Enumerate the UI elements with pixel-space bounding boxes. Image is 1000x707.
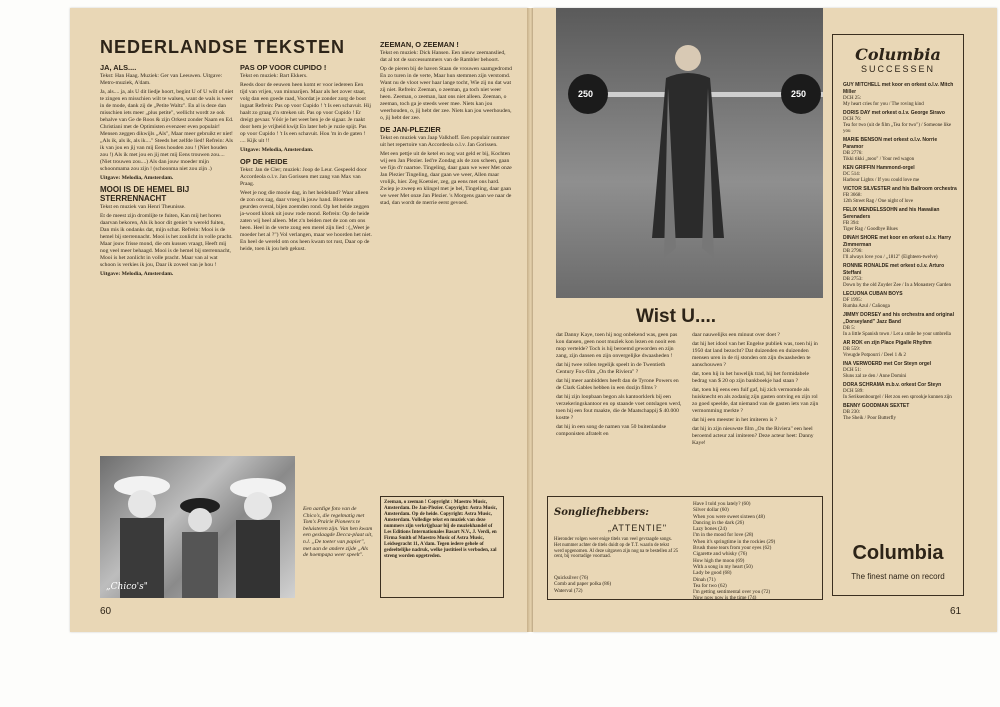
- song-body: Ja, als.... ja, als U dit liedje hoort, begint U of U wilt of niet te zingen en misschien wilt te walsen, want de wals is weer in de mode, dank zij de „Petite Waltz". En al is deze dan misschien iets meer „plus petite", wellicht wordt ze ook behalve van Ge de Roos & zijn Orkest zonder Naam en Ed. Christiani met de Optimisten evenzeer even populair! Mensen zeggen dikwijls „Als", Maar meer gebruikt er niet! „Als ik, als ik, als ik...." Steeds het zelfde lied! Refrein: Als ik van jou en jij van mij Eens houden zou ! (Niet houden zou !) Als ik met jou en jij met mij Eens trouwen zou.... (Niet trouwen zou....) Als dan jouw moeder mijn schoonmama zou zijn ! (schoonma niet zou zijn .): [100, 89, 234, 172]
- columbia-artist: FELIX MENDELSSOHN and his Hawaiian Serenaders: [843, 207, 940, 220]
- song-credit: Tekst en muziek: Dick Hansen. Een nieuw zeemanslied, dat al tot de successummers van de Rambler behoort.: [380, 50, 506, 63]
- columbia-artist: INA VERWOERD met Cor Steyn orgel: [843, 361, 932, 367]
- columbia-catalog: DCH 76:: [843, 117, 862, 122]
- columbia-artist: AR ROK en zijn Place Pigalle Rhythm: [843, 340, 932, 346]
- columbia-artist: GUY MITCHELL met koor en orkest o.l.v. Mitch Miller: [843, 82, 954, 95]
- columbia-entry: [843, 312, 957, 338]
- song-credit: Tekst en muziek van Jaap Valkhoff. Een populair nummer uit het repertoire van Accordeola o.l.v. Jan Gorissen.: [380, 135, 510, 148]
- song-list-item: I'm getting sentimental over you (72): [693, 589, 771, 596]
- columbia-entry: [843, 82, 957, 108]
- song-list-item: Silver dollar (60): [693, 507, 729, 514]
- columbia-entry: [843, 235, 957, 261]
- columbia-entry: [843, 361, 957, 380]
- attentie-label: „ATTENTIE": [608, 523, 668, 533]
- columbia-artist: DINAH SHORE met koor en orkest o.l.v. Harry Zimmerman: [843, 235, 951, 248]
- columbia-catalog: DB 2753:: [843, 277, 863, 282]
- columbia-entry: [843, 110, 957, 135]
- columbia-titles: Harbour Lights / If you could love me: [843, 178, 920, 183]
- columbia-logo: Columbia: [855, 45, 941, 64]
- columbia-catalog: DB 2796:: [843, 249, 863, 254]
- columbia-catalog: DF 1995:: [843, 298, 863, 303]
- columbia-entry: [843, 291, 957, 310]
- fact-item: dat hij het idool van het Engelse publiek was, toen hij in 1950 dat land bezocht? Dat duizenden en duizenden mensen uren in de rij stonden om zijn dwaasheden te aanschouwen ?: [692, 341, 818, 368]
- fact-item: dat hij zijn loopbaan begon als kantoorklerk bij een verzekeringskantoor en op staande voet ontslagen werd, toen hij een fout maakte, die de Maatschappij $ 40.000 kostte ?: [556, 394, 682, 421]
- columbia-artist: BENNY GOODMAN SEXTET: [843, 403, 910, 409]
- columbia-artist: KEN GRIFFIN Hammond-orgel: [843, 165, 915, 171]
- fact-item: dat hij in een song de namen van 50 buitenlandse componisten afratelt en: [556, 424, 667, 437]
- columbia-titles: Tikki tikki „tooo" / Your red wagon: [843, 157, 915, 162]
- song-list-item: Lady be good (68): [693, 570, 732, 577]
- trio-silhouette-icon: [100, 456, 295, 598]
- song-list-item: Tea for two (62): [693, 582, 727, 589]
- columbia-successen-box: [832, 34, 964, 596]
- columbia-catalog: DB 559:: [843, 347, 861, 352]
- columbia-titles: Down by the old Zuyder Zee / In a Monastery Garden: [843, 283, 952, 288]
- columbia-titles: My heart cries for you / The roving kind: [843, 102, 924, 107]
- columbia-titles: Rumba Azul / Cañonga: [843, 304, 890, 309]
- song-title: PAS OP VOOR CUPIDO !: [240, 63, 327, 72]
- song-list-item: When it's springtime in the rockies (29): [693, 538, 776, 545]
- fact-item: dat Danny Kaye, toen hij nog onbekend was, geen pas kon dansen, geen noot muziek kon lezen en nooit een mop vertelde? Toch is hij beroemd geworden en zijn zang, zijn dansen en zijn onvergelijke dwaasheden !: [556, 332, 678, 359]
- song-list-item: Have I told you lately? (60): [693, 501, 751, 507]
- weight-label-right: 250: [791, 89, 807, 99]
- weightlifter-photo: [556, 8, 823, 298]
- song-title: DE JAN-PLEZIER: [380, 125, 441, 134]
- song-list-item: Waterval (72): [554, 587, 583, 594]
- columbia-artist: VICTOR SILVESTER and his Ballroom orchestra: [843, 186, 957, 192]
- columbia-titles: The Sheik / Poor Butterfly: [843, 416, 897, 421]
- columbia-catalog: DCH 25:: [843, 96, 862, 101]
- songliefhebbers-title: Songliefhebbers:: [554, 507, 649, 518]
- song-list-item: Lazy bones (24): [693, 526, 727, 533]
- columbia-entry: [843, 165, 957, 184]
- song-title: OP DE HEIDE: [240, 157, 288, 166]
- columbia-artist: RONNIE RONALDE met orkest o.l.v. Arturo Steffani: [843, 263, 945, 276]
- song-body: Weet je nog die mooie dag, in het heideland? Waar alleen de zon ons zag, daar vroeg ik jouw hand. Bloemen geurden overal, bijen zoemden rond. Op het heide zeggen ja-woord klonk uit jouw rode mond. Refrein: Op de heide zaten wij heel alleen. Met z'n beiden met de zon om ons heen. Heel in de verte zong een merel zijn lied : („Weet je moeder het al ?") Vol verlangen, maar we hoorden het niet. En heel de wereld om ons heen kwam tot rust, Daar op de heide, toen ik jou heb gekust.: [240, 190, 372, 252]
- songliefhebbers-box: [547, 496, 823, 600]
- song-body: Op de pieren bij de haven Staan de vrouwen saamgedromd En zo turen in de verte, Maar hun stemmen zijn verstomd. Want nu de vloot weer haar lange tocht, Wie zij nu dat wat zij niet. Refrein: Zeeman, o zeeman, ga toch niet weer heen. Zeeman, o zeeman, laat ons niet alleen. Zeeman, o zeeman, toch ga je steeds weer mee. Niets kan jou weerhouden, o, jij hebt der zee. Niets kan jou weerhouden, o, jij hebt der zee.: [380, 66, 512, 121]
- columbia-entry: [843, 263, 957, 289]
- columbia-artist: DORA SCHRAMA m.b.v. orkest Cor Steyn: [843, 382, 942, 388]
- page-title: NEDERLANDSE TEKSTEN: [100, 37, 346, 57]
- left-col-2: [240, 60, 372, 450]
- columbia-entry: [843, 403, 957, 422]
- columbia-artist: DORIS DAY met orkest o.l.v. George Siravo: [843, 110, 945, 116]
- columbia-catalog: DB 2776:: [843, 151, 863, 156]
- facts-col-left: [556, 332, 684, 492]
- columbia-catalog: DCH 589:: [843, 389, 864, 394]
- weight-label-left: 250: [578, 89, 594, 99]
- chicos-photo: [100, 456, 295, 598]
- fact-item: dat, toen hij in het huwelijk trad, hij het formidabele bedrag van $ 20 op zijn bankboekje had staan ?: [692, 371, 809, 384]
- columbia-titles: Sluns zal ze den / Anne Domini: [843, 374, 907, 379]
- song-credit: Tekst en muziek van Henri Theunisse.: [100, 204, 186, 210]
- song-list-item: I'm in the mood for love (28): [693, 532, 754, 539]
- copyright-text: Zeeman, o zeeman ! Copyright : Maestro Music, Amsterdam. De Jan-Plezier. Copyright: Astra Music, Amsterdam. Op de heide. Copyright: Astra Music, Amsterdam. Volledige tekst en muziek van deze nummers zijn verkrijgbaar bij de muziekhandel of Les Editions Internationales Basart N.V., J. Verdi, en Firma Smith of Maestro Music of Astra Music, Leidsegracht 11, A'dam. Tegen iedere gehele of gedeeltelijke nadruk, welke justitieel is verboden, zal streng worden opgetreden.: [384, 500, 498, 559]
- columbia-entry: [843, 137, 957, 163]
- columbia-entry: [843, 207, 957, 233]
- columbia-titles: Tiger Rag / Goodbye Blues: [843, 227, 898, 232]
- song-credit: Tekst: Jan de Cler; muziek: Joop de Leur. Gespeeld door Accordeola o.l.v. Jan Gorissen met zang van Max van Praag.: [240, 167, 367, 187]
- left-col-3: [380, 37, 512, 485]
- wist-u-heading: Wist U....: [636, 306, 717, 327]
- page-number-right: 61: [950, 606, 962, 617]
- columbia-titles: In a little Spanish town / Let a smile be your umbrella: [843, 332, 951, 337]
- columbia-catalog: DB 230:: [843, 410, 861, 415]
- barbell-icon: [556, 8, 823, 298]
- columbia-subtitle: SUCCESSEN: [860, 64, 935, 74]
- fact-item: dat hij twee rollen tegelijk speelt in de Twentieth Century Fox-film „On the Riviera" ?: [556, 362, 666, 375]
- columbia-artist: LECUONA CUBAN BOYS: [843, 291, 903, 297]
- song-body: Reeds door de eeuwen heen komt er voor iedereen Een tijd van vrijen, van minnarijen. Maar als het zover staat, volg dan een goede raad, Voordat je zonder zorg de boot ingaat Refrein: Pas op voor Cupido ! 't Is een schavuit. Hij haalt zo graag z'n streken uit. Pas op voor Cupido ! Er dreigt gevaar. Vóór je het weet ben je de sigaar. Je raakt door hem je vrijheid kwijt En later heb je ruzie spijt. Pas op voor Cupido ! 't Is een schavuit. Hou 'm in de gaten ! .... Kijk uit !!: [240, 82, 371, 144]
- columbia-tagline: The finest name on record: [851, 572, 945, 581]
- columbia-entry: [843, 186, 957, 205]
- columbia-catalog: DCH 51:: [843, 368, 862, 373]
- song-publisher: Uitgave: Melodia, Amsterdam.: [240, 147, 314, 153]
- columbia-titles: 12th Street Rag / One night of love: [843, 199, 914, 204]
- song-body: Met een pettje uit de ketel en nog wat geld er bij, Kochten wij een Jan Plezier. Ied're Zondag als de zon scheen, gaan we fijn d'r naartoe. Tingeling, daar gaan we weer Met onze Jan Plezier Tingeling, daar gaan we weer, Allen maar vrolijk, hier. Zeg Koetsier, zeg, ga eens met ons hard. Zwiep je zweep en klingel met je bel, Tingeling, daar gaan we weer Met onze Jan Plezier. 's Morgens gaan we naar de stad, dan wordt de merrie eerst gevoed.: [380, 151, 512, 206]
- columbia-artist: MARIE BENSON met orkest o.l.v. Norrie Paramor: [843, 137, 938, 150]
- columbia-catalog: DB 5:: [843, 326, 856, 331]
- song-title: MOOI IS DE HEMEL BIJ STERRENNACHT: [100, 185, 190, 203]
- left-col-1: [100, 60, 234, 420]
- song-body: Et de meest zijn dromlijte te fuiten, Kan mij het horen daarvan bekoren, Als ik hoor dit geniet 'n wereld fuiten, Dan mis ik ondanks dat, mijn schat. Refrein: Mooi is de hemel bij sterrennacht. Mooi is het zonlicht in volle pracht. Maar jouw frisse mond, die om kussen vraagt, Heeft mij nog veel meer behaagd. Mooi is de hemel bij sterrennacht, Mooi is het zonlicht in volle pracht. Maar van al wat schoon is verkies ik jou, Daar ik zoveel van je hou !: [100, 213, 233, 268]
- song-list-item: Dancing in the dark (26): [693, 519, 744, 526]
- song-list-right: [693, 501, 818, 602]
- columbia-footer-logo: Columbia: [852, 542, 944, 564]
- fact-item: dat hij in zijn nieuwste film „On the Riviera" een heel beroemd acteur zal imiteren? Deze acteur heet: Danny Kaye!: [692, 426, 814, 446]
- columbia-titles: Vreugde Potpourri / Deel 1 & 2: [843, 353, 907, 358]
- song-list-item: When you were sweet sixteen (48): [693, 513, 765, 520]
- columbia-catalog: DC 514:: [843, 172, 861, 177]
- song-credit: Tekst en muziek: Bart Ekkers.: [240, 73, 308, 79]
- song-credit: Tekst: Han Haag. Muziek: Ger van Leeuwen. Uitgave: Metro-muziek, A'dam.: [100, 73, 223, 86]
- song-list-item: Cigarette and whisky (76): [693, 551, 748, 558]
- page-number-left: 60: [100, 606, 112, 617]
- photo-label: „Chico's": [106, 582, 148, 592]
- columbia-artist: JIMMY DORSEY and his orchestra and original „Dorseyland" Jazz Band: [843, 312, 954, 325]
- song-list-item: Comb and paper polka (86): [554, 581, 612, 588]
- fact-item: dat hij meer aanbidders heeft dan de Tyrone Powers en de Clark Gables hebben in een dozijn films ?: [556, 378, 679, 391]
- song-title: JA, ALS....: [100, 63, 137, 72]
- song-list-item: Dinah (71): [693, 576, 716, 583]
- columbia-entry: [843, 382, 957, 401]
- columbia-entries: [833, 82, 963, 422]
- songliefhebbers-intro: Hieronder volgen weer enige titels van veel gevraagde songs. Het nummer achter de titels duidt op de T.T. waarin de tekst werd opgenomen. Al deze uitgaven zijn nog na te bestellen af 25 cent, bij voorradige voorraad.: [554, 537, 679, 560]
- song-title: ZEEMAN, O ZEEMAN !: [380, 40, 459, 49]
- columbia-entry: [843, 340, 957, 359]
- fact-item: dat hij een meester in het imiteren is ?: [692, 417, 778, 423]
- photo-caption: Een aardige foto van de Chico's, die regelmatig met Tom's Prairie Pioneers te beluisteren zijn. Van hen kwam een geslaagde Decca-plaat uit, n.l. „De toeter van papier", met aan de andere zijde „Als de hoempapa weer speelt".: [303, 506, 373, 559]
- song-list-item: How high the moon (69): [693, 557, 745, 564]
- columbia-titles: In Seriksenbourgel / Het zou een sprookje kunnen zijn: [843, 395, 952, 400]
- columbia-catalog: FB 3668:: [843, 193, 862, 198]
- song-list-left: [554, 575, 679, 594]
- song-list-item: Brush those tears from your eyes (62): [693, 545, 772, 552]
- song-list-item: With a song in my heart (50): [693, 563, 753, 570]
- song-publisher: Uitgave: Melodia, Amsterdam.: [100, 175, 174, 181]
- columbia-titles: Tea for two (uit de film „Tea for two") / Someone like you: [843, 123, 952, 134]
- song-list-item: Now now now is the time (74): [693, 595, 757, 602]
- fact-item: dat, toen hij eens een fuif gaf, hij zich vermomde als huisknecht en als zodanig zijn gasten ontving en zijn rol zo goed speelde, dat niemand van de gasten iets van zijn vermomming merkte ?: [692, 387, 819, 414]
- song-publisher: Uitgave: Melodia, Amsterdam.: [100, 271, 174, 277]
- columbia-catalog: FB 394:: [843, 221, 860, 226]
- facts-col-right: [692, 332, 822, 492]
- fact-item: daar nauwelijks een minuut over doet ?: [692, 332, 780, 338]
- columbia-titles: I'll always love you / „1812" (Eighteen-twelve): [843, 255, 938, 260]
- copyright-box: [380, 496, 504, 598]
- song-list-item: Quicksilver (76): [554, 575, 589, 581]
